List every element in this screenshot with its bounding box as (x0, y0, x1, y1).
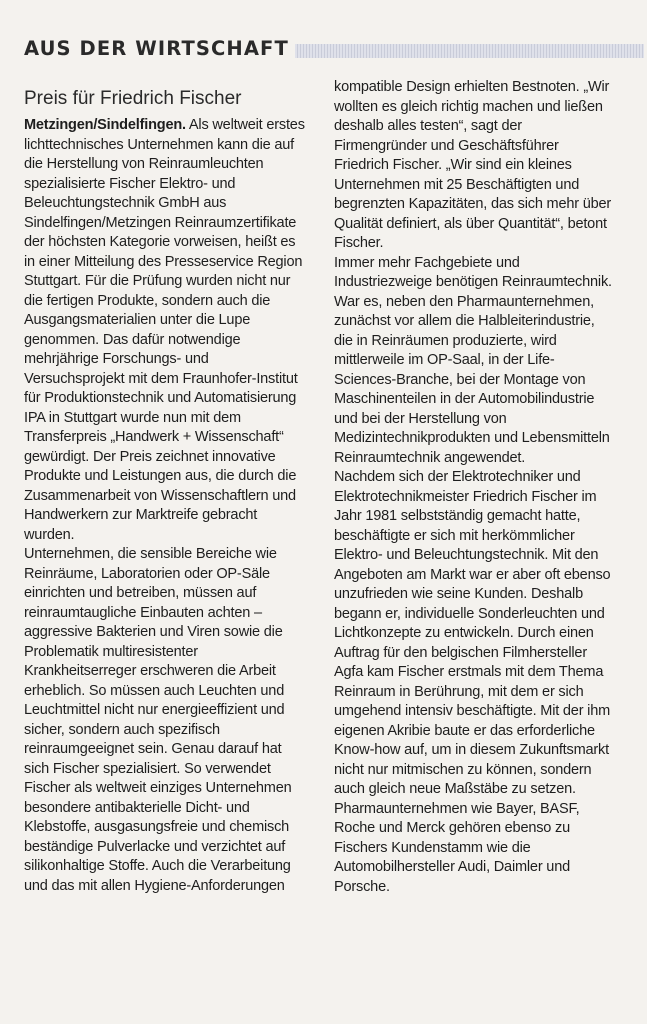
article-headline: Preis für Friedrich Fischer (24, 88, 242, 109)
article-lead-paragraph (24, 116, 305, 545)
article-paragraph-3: Immer mehr Fachgebiete und Industriezweige benötigen Reinraumtechnik. War es, neben den Pharmaunternehmen, zunächst vor allem die Halbleiterindustrie, die in Reinräumen produzierte, wird mittlerweile im OP-Saal, in der Life-Sciences-Branche, bei der Montage von Maschinenteilen in der Automobilindustrie und bei der Herstellung von Medizintechnikprodukten und Lebensmitteln Reinraumtechnik angewendet. (334, 254, 612, 466)
article-paragraph-2: Unternehmen, die sensible Bereiche wie Reinräume, Laboratorien oder OP-Säle einrichten und betreiben, müssen auf reinraumtaugliche Einbauten achten – aggressive Bakterien und Viren sowie die Problematik multiresistenter Krankheitserreger erschweren die Arbeit erheblich. So müssen auch Leuchten und Leuchtmittel nicht nur energieeffizient und sicher, sondern auch spezifisch reinraumgeeignet sein. Genau darauf hat sich Fischer spezialisiert. So verwendet Fischer als weltweit einziges Unternehmen besondere antibakterielle Dicht- und Klebstoffe, ausgasungsfreie und chemisch beständige Pulverlacke und verzichtet auf silikonhaltige Stoffe. Auch die Verarbeitung und das mit allen Hygiene-Anforderungen (24, 546, 292, 894)
article-column-right (334, 78, 615, 897)
article-lead-text: Als weltweit erstes lichttechnisches Unternehmen kann die auf die Herstellung von Reinraumleuchten spezialisierte Fischer Elektro- und Beleuchtungstechnik GmbH aus Sindelfingen/Metzingen Reinraumzertifikate der höchsten Kategorie vorweisen, heißt es in einer Mitteilung des Presseservice Region Stuttgart. Für die Prüfung wurden nicht nur die fertigen Produkte, sondern auch die Ausgangsmaterialien unter die Lupe genommen. Das dafür notwendige mehrjährige Forschungs- und Versuchsprojekt mit dem Fraunhofer-Institut für Produktionstechnik und Automatisierung IPA in Stuttgart wurde nun mit dem Transferpreis „Handwerk + Wissenschaft“ gewürdigt. Der Preis zeichnet innovative Produkte und Leistungen aus, die durch die Zusammenarbeit von Wissenschaftlern und Handwerkern zur Marktreife gebracht wurden. (24, 117, 305, 543)
section-title: AUS DER WIRTSCHAFT (24, 35, 295, 63)
article-dateline: Metzingen/Sindelfingen. (24, 117, 186, 133)
section-header (24, 35, 644, 63)
section-header-rule (252, 44, 644, 58)
article-paragraph-5: Pharmaunternehmen wie Bayer, BASF, Roche und Merck gehören ebenso zu Fischers Kundenstamm wie die Automobilhersteller Audi, Daimler und Porsche. (334, 800, 580, 895)
article-paragraph-2-continued: kompatible Design erhielten Bestnoten. „Wir wollten es gleich richtig machen und ließen deshalb alles testen“, sagt der Firmengründer und Geschäftsführer Friedrich Fischer. „Wir sind ein kleines Unternehmen mit 25 Beschäftigten und begrenzten Kapazitäten, das sich mehr über Qualität definiert, als über Quantität“, betont Fischer. (334, 79, 612, 251)
article-paragraph-4: Nachdem sich der Elektrotechniker und Elektrotechnikmeister Friedrich Fischer im Jahr 1981 selbstständig gemacht hatte, beschäftigte er sich mit herkömmlicher Elektro- und Beleuchtungstechnik. Mit den Angeboten am Markt war er aber oft ebenso unzufrieden wie seine Kunden. Deshalb begann er, individuelle Sonderleuchten und Lichtkonzepte zu entwickeln. Durch einen Auftrag für den belgischen Filmhersteller Agfa kam Fischer erstmals mit dem Thema Reinraum in Berührung, mit dem er sich umgehend intensiv beschäftigte. Mit der ihm eigenen Akribie baute er das erforderliche Know-how auf, um in diesem Zukunftsmarkt nicht nur mitmischen zu können, sondern auch gleich neue Maßstäbe zu setzen. (334, 469, 611, 797)
article-column-left (24, 78, 305, 896)
